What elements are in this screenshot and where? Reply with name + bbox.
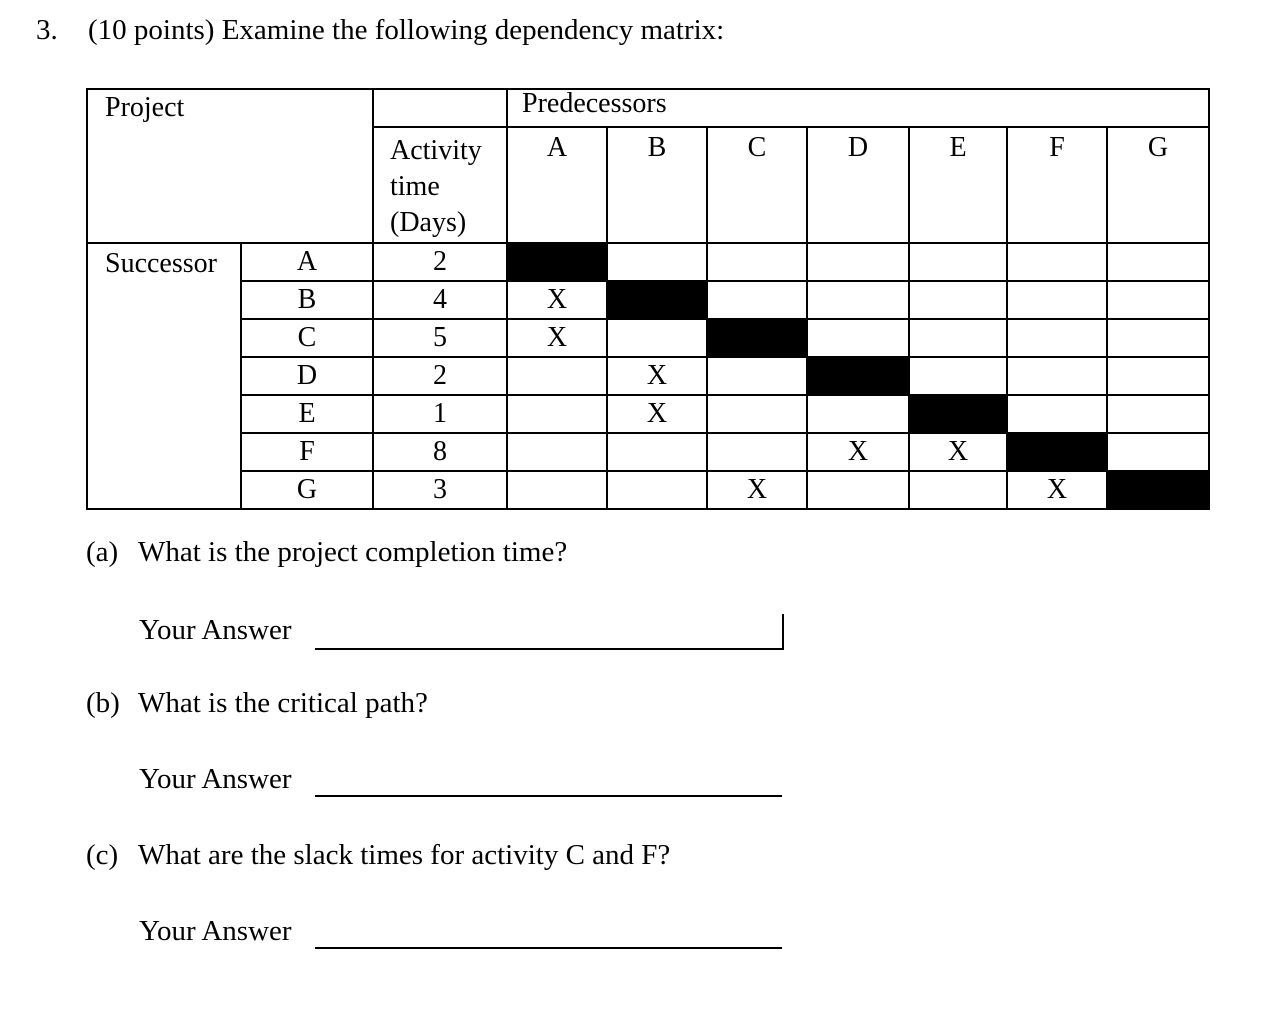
answer-a-label: Your Answer [139,614,292,646]
answer-row-a [139,614,799,650]
matrix-row [87,319,1209,357]
empty-cell [1007,395,1107,433]
predecessors-label-cell [507,89,1209,127]
row-activity-g: G [241,471,373,509]
empty-cell [1107,395,1209,433]
answer-row-c [139,915,799,951]
empty-cell [1007,319,1107,357]
dependency-mark: X [1007,471,1107,509]
row-activity-a: A [241,243,373,281]
diagonal-black-cell [909,395,1007,433]
diagonal-black-cell [807,357,909,395]
empty-cell [707,357,807,395]
column-header-b: B [607,127,707,243]
row-activity-e: E [241,395,373,433]
question-a [86,536,567,569]
empty-cell [1107,281,1209,319]
empty-cell [807,243,909,281]
diagonal-black-cell [707,319,807,357]
empty-cell [607,433,707,471]
column-header-c: C [707,127,807,243]
row-activity-f: F [241,433,373,471]
empty-cell [909,357,1007,395]
diagonal-black-cell [1107,471,1209,509]
empty-cell [707,281,807,319]
question-a-text: What is the project completion time? [138,536,568,568]
column-header-e: E [909,127,1007,243]
empty-cell [707,395,807,433]
column-header-a: A [507,127,607,243]
matrix-row [87,357,1209,395]
empty-cell [507,357,607,395]
diagonal-black-cell [1007,433,1107,471]
empty-cell [1007,243,1107,281]
empty-cell [909,281,1007,319]
diagonal-black-cell [507,243,607,281]
successor-label-cell [87,243,241,509]
project-label-cell [87,89,373,243]
activity-time-label-line2: time [390,171,440,202]
header-blank-cell [373,89,507,127]
answer-b-label: Your Answer [139,763,292,795]
row-activity-c: C [241,319,373,357]
question-b [86,687,428,720]
question-c [86,839,670,872]
answer-c-field[interactable] [315,947,782,949]
dependency-matrix [86,88,1210,510]
empty-cell [1107,243,1209,281]
dependency-mark: X [607,357,707,395]
question-a-label: (a) [86,536,119,568]
answer-row-b [139,763,799,799]
empty-cell [1007,281,1107,319]
row-activity-time: 4 [373,281,507,319]
empty-cell [807,319,909,357]
question-c-label: (c) [86,839,119,871]
column-header-g: G [1107,127,1209,243]
answer-a-field[interactable] [315,614,784,650]
question-b-label: (b) [86,687,120,719]
empty-cell [1107,319,1209,357]
empty-cell [909,243,1007,281]
activity-time-label-line1: Activity [390,135,482,166]
row-activity-b: B [241,281,373,319]
question-title: (10 points) Examine the following dependency matrix: [88,14,725,46]
dependency-mark: X [507,319,607,357]
predecessors-label: Predecessors [522,88,667,119]
empty-cell [807,395,909,433]
answer-b-field[interactable] [315,795,782,797]
matrix-row [87,281,1209,319]
empty-cell [1007,357,1107,395]
empty-cell [909,471,1007,509]
project-label: Project [105,92,185,123]
matrix-row [87,395,1209,433]
row-activity-time: 2 [373,243,507,281]
row-activity-time: 3 [373,471,507,509]
row-activity-time: 8 [373,433,507,471]
empty-cell [507,433,607,471]
question-c-text: What are the slack times for activity C and F? [138,839,671,871]
dependency-mark: X [607,395,707,433]
empty-cell [507,471,607,509]
empty-cell [807,471,909,509]
empty-cell [707,433,807,471]
answer-c-label: Your Answer [139,915,292,947]
dependency-mark: X [807,433,909,471]
matrix-row [87,433,1209,471]
activity-time-label-line3: (Days) [390,207,467,238]
row-activity-d: D [241,357,373,395]
question-number: 3. [36,14,58,46]
question-heading [36,14,724,47]
row-activity-time: 5 [373,319,507,357]
activity-time-label-cell [373,127,507,243]
empty-cell [607,243,707,281]
dependency-mark: X [909,433,1007,471]
diagonal-black-cell [607,281,707,319]
empty-cell [807,281,909,319]
empty-cell [607,319,707,357]
column-header-f: F [1007,127,1107,243]
successor-label: Successor [105,248,217,279]
question-b-text: What is the critical path? [138,687,428,719]
row-activity-time: 1 [373,395,507,433]
empty-cell [707,243,807,281]
matrix-row [87,471,1209,509]
dependency-mark: X [707,471,807,509]
empty-cell [607,471,707,509]
row-activity-time: 2 [373,357,507,395]
empty-cell [1107,357,1209,395]
matrix-row [87,243,1209,281]
column-header-d: D [807,127,909,243]
dependency-mark: X [507,281,607,319]
empty-cell [507,395,607,433]
empty-cell [1107,433,1209,471]
empty-cell [909,319,1007,357]
